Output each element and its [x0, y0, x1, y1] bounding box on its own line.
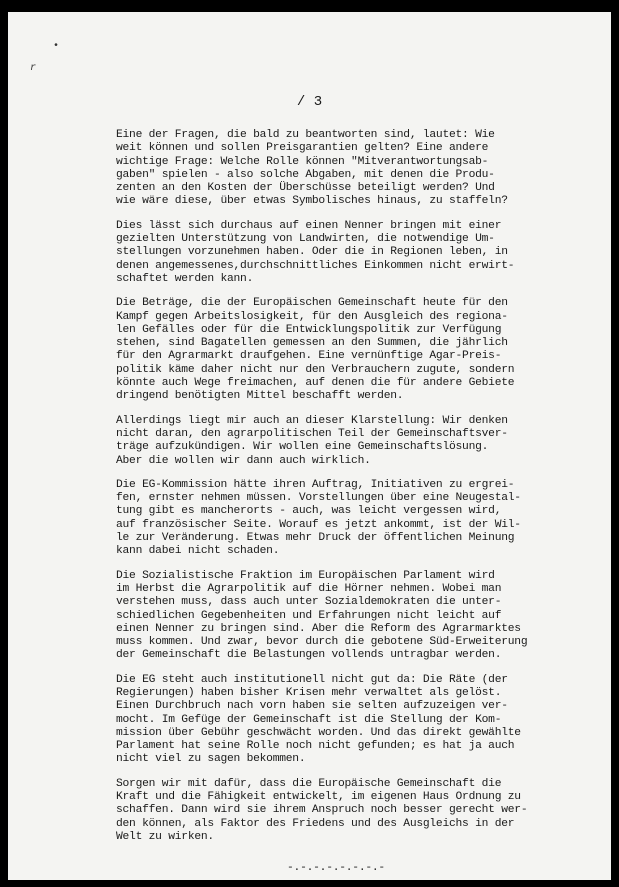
text-line: stehen, sind Bagatellen gemessen an den Summen, die jährlich — [116, 337, 508, 350]
margin-dot-mark: • — [53, 41, 60, 52]
text-line: den können, als Faktor des Friedens und des Ausgleichs in der — [116, 817, 515, 830]
paragraph — [116, 778, 556, 844]
text-line: auf französischer Seite. Worauf es jetzt ankommt, ist der Wil- — [116, 518, 521, 531]
text-line: mocht. Im Gefüge der Gemeinschaft ist die Stellung der Kom- — [116, 713, 502, 726]
text-line: Parlament hat seine Rolle noch nicht gefunden; es hat ja auch — [116, 740, 515, 753]
text-line: Die Beträge, die der Europäischen Gemeinschaft heute für den — [116, 297, 508, 310]
text-line: Eine der Fragen, die bald zu beantworten sind, lautet: Wie — [116, 129, 495, 141]
text-line: für den Agrarmarkt draufgehen. Eine vernünftige Agar-Preis- — [116, 350, 502, 363]
paragraph — [116, 674, 556, 767]
text-line: Die EG-Kommission hätte ihren Auftrag, Initiativen zu ergrei- — [116, 478, 515, 491]
closing-mark: -.-.-.-.-.-.-.- — [287, 862, 385, 875]
text-line: einen Nenner zu bringen sind. Aber die Reform des Agrarmarktes — [116, 622, 521, 635]
paragraph — [116, 129, 556, 209]
text-line: dringend benötigten Mittel beschafft werden. — [116, 390, 404, 403]
text-line: tung gibt es mancherorts - auch, was leicht vergessen wird, — [116, 505, 502, 518]
text-line: gezielten Unterstützung von Landwirten, die notwendige Um- — [116, 233, 495, 246]
text-line: Sorgen wir mit dafür, dass die Europäische Gemeinschaft die — [116, 777, 502, 790]
text-line: stellungen vorzunehmen haben. Oder die in Regionen leben, in — [116, 246, 508, 259]
text-line: Welt zu wirken. — [116, 830, 214, 843]
text-line: wie wäre diese, über etwas Symbolisches hinaus, zu staffeln? — [116, 195, 508, 208]
text-line: muss kommen. Und zwar, bevor durch die gebotene Süd-Erweiterung — [116, 636, 528, 649]
margin-stroke-mark: r — [30, 63, 37, 74]
text-line: Kampf gegen Arbeitslosigkeit, für den Ausgleich des regiona- — [116, 310, 508, 323]
text-line: gaben" spielen - also solche Abgaben, mit denen die Produ- — [116, 168, 495, 181]
text-line: könnte auch Wege freimachen, auf denen die für andere Gebiete — [116, 377, 515, 390]
text-line: der Gemeinschaft die Belastungen vollends untragbar werden. — [116, 649, 502, 662]
text-line: schiedlichen Gegebenheiten und Erfahrungen nicht leicht auf — [116, 609, 502, 622]
text-line: le zur Veränderung. Etwas mehr Druck der öffentlichen Meinung — [116, 532, 515, 545]
text-line: schaftet werden kann. — [116, 272, 254, 285]
text-line: Regierungen) haben bisher Krisen mehr verwaltet als gelöst. — [116, 686, 502, 699]
text-line: wichtige Frage: Welche Rolle können "Mitverantwortungsab- — [116, 155, 489, 168]
paragraph — [116, 415, 556, 468]
text-line: Die Sozialistische Fraktion im Europäischen Parlament wird — [116, 569, 495, 582]
page-number: / 3 — [296, 94, 323, 110]
text-line: zenten an den Kosten der Überschüsse beteiligt werden? Und — [116, 182, 495, 195]
text-line: Kraft und die Fähigkeit entwickelt, im eigenen Haus Ordnung zu — [116, 791, 521, 804]
text-line: weit können und sollen Preisgarantien gelten? Eine andere — [116, 142, 489, 155]
text-line: schaffen. Dann wird sie ihrem Anspruch noch besser gerecht wer- — [116, 804, 528, 817]
text-line: nicht daran, den agrarpolitischen Teil der Gemeinschaftsver- — [116, 427, 508, 440]
paragraph — [116, 297, 556, 403]
text-line: verstehen muss, dass auch unter Sozialdemokraten die unter- — [116, 596, 502, 609]
document-page — [8, 12, 611, 880]
text-line: denen angemessenes,durchschnittliches Einkommen nicht erwirt- — [116, 259, 515, 272]
text-line: politik käme daher nicht nur den Verbrauchern zugute, sondern — [116, 363, 515, 376]
text-line: Dies lässt sich durchaus auf einen Nenner bringen mit einer — [116, 219, 502, 232]
paragraph — [116, 220, 556, 286]
text-line: Die EG steht auch institutionell nicht gut da: Die Räte (der — [116, 673, 508, 686]
text-line: nicht viel zu sagen bekommen. — [116, 753, 306, 766]
text-line: kann dabei nicht schaden. — [116, 545, 280, 558]
text-line: im Herbst die Agrarpolitik auf die Hörner nehmen. Wobei man — [116, 582, 502, 595]
text-line: träge aufzukündigen. Wir wollen eine Gemeinschaftslösung. — [116, 441, 489, 454]
text-line: Aber die wollen wir dann auch wirklich. — [116, 454, 371, 467]
document-body — [116, 129, 556, 876]
text-line: mission über Gebühr geschwächt worden. Und das direkt gewählte — [116, 726, 521, 739]
text-line: Allerdings liegt mir auch an dieser Klarstellung: Wir denken — [116, 414, 508, 427]
paragraph — [116, 570, 556, 663]
text-line: fen, ernster nehmen müssen. Vorstellungen über eine Neugestal- — [116, 492, 521, 505]
text-line: Einen Durchbruch nach vorn haben sie selten aufzuzeigen ver- — [116, 700, 508, 713]
text-line: len Gefälles oder für die Entwicklungspolitik zur Verfügung — [116, 323, 502, 336]
paragraph — [116, 479, 556, 559]
